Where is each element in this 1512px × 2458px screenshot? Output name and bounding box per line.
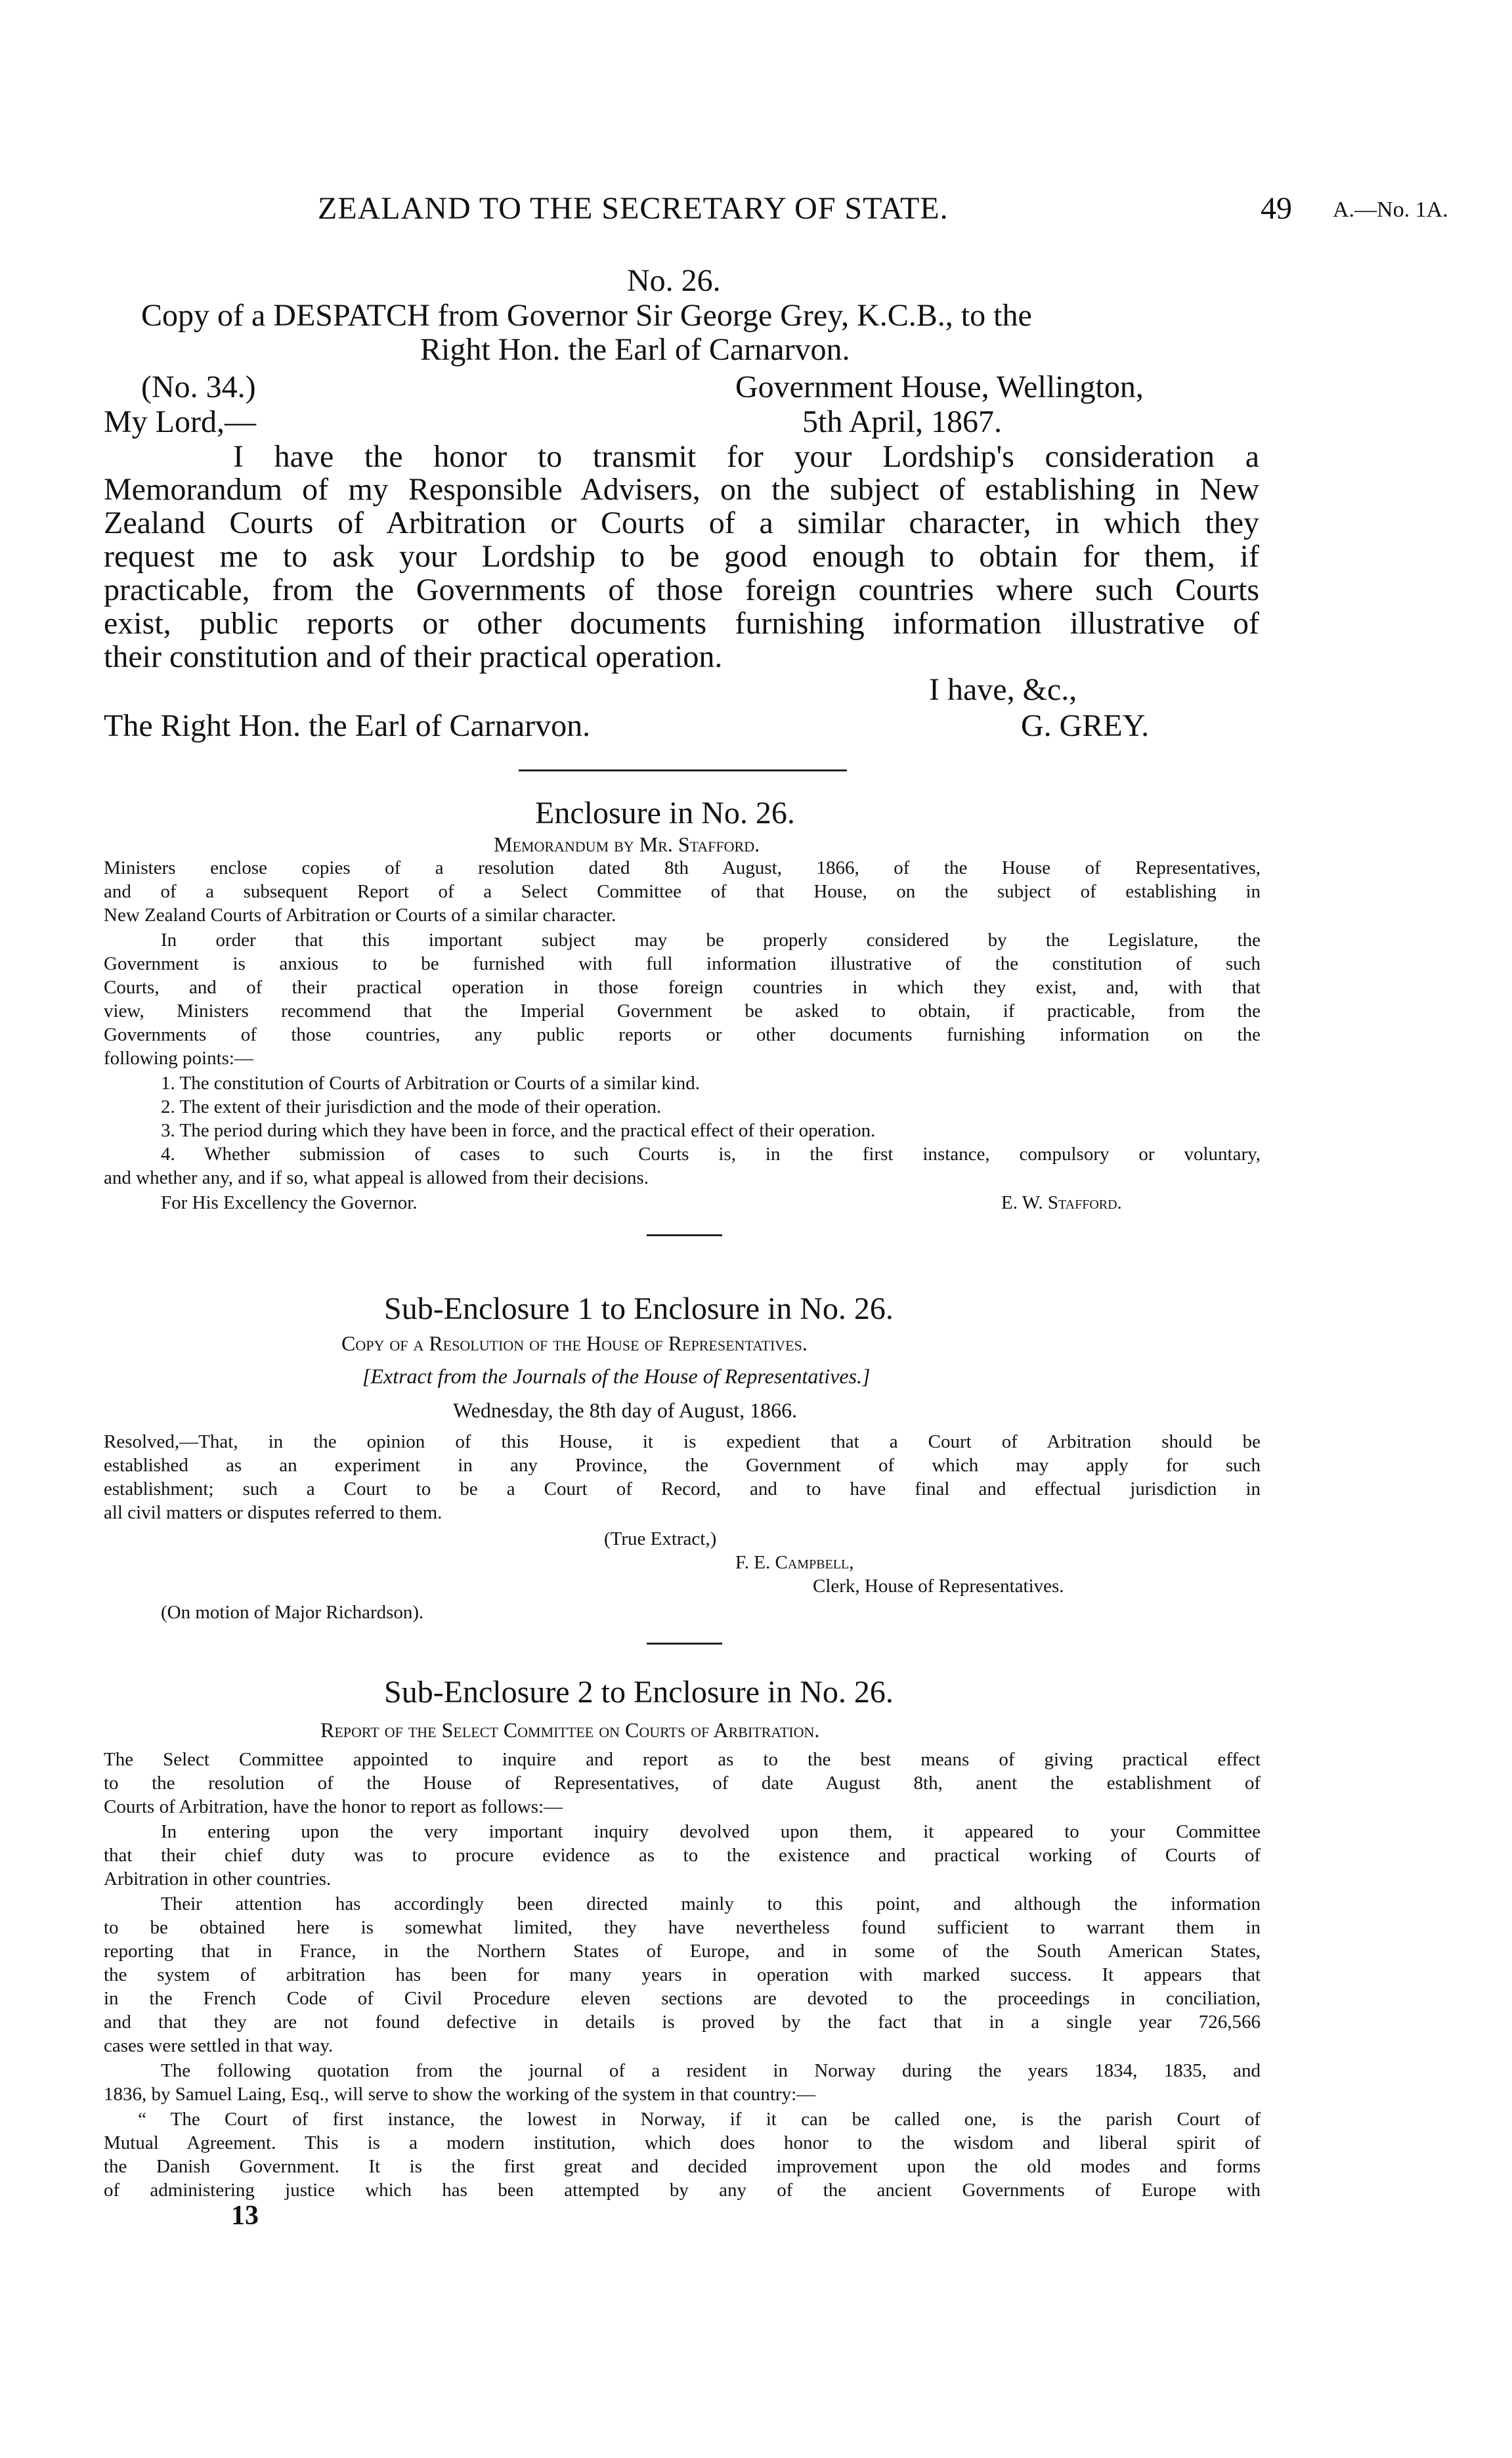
report-body-line: In entering upon the very important inquiry devolved upon them, it appeared to your Committee [161, 1821, 1261, 1842]
sub-enclosure-2-subtitle: Report of the Select Committee on Courts of Arbitration. [320, 1718, 820, 1742]
despatch-signature: G. GREY. [1021, 708, 1150, 743]
despatch-place: Government House, Wellington, [735, 370, 1144, 404]
despatch-number: No. 26. [627, 263, 721, 298]
despatch-body-line: practicable, from the Governments of those foreign countries where such Courts [104, 572, 1259, 607]
resolution-body-line: established as an experiment in any Province, the Government of which may apply for such [104, 1455, 1261, 1476]
despatch-heading: Copy of a DESPATCH from Governor Sir George Grey, K.C.B., to the [141, 298, 1032, 333]
report-body-line: cases were settled in that way. [104, 2035, 334, 2056]
enclosure-list-item: 1. The constitution of Courts of Arbitration or Courts of a similar kind. [161, 1073, 701, 1094]
enclosure-title: Enclosure in No. 26. [535, 796, 795, 830]
despatch-body-line: request me to ask your Lordship to be good enough to obtain for them, if [104, 539, 1259, 574]
report-quote-line: “ The Court of first instance, the lowest in Norway, if it can be called one, is the parish Court of [138, 2109, 1261, 2130]
enclosure-list-item: 2. The extent of their jurisdiction and the mode of their operation. [161, 1096, 662, 1117]
report-body-line: and that they are not found defective in details is proved by the fact that in a single year 726,566 [104, 2012, 1261, 2033]
despatch-heading-recipient: Right Hon. the Earl of Carnarvon. [420, 332, 850, 367]
despatch-body-line: I have the honor to transmit for your Lordship's consideration a [233, 439, 1259, 474]
enclosure-body-line: Courts, and of their practical operation in those foreign countries in which they exist, and, with that [104, 977, 1261, 998]
report-body-line: that their chief duty was to procure evidence as to the existence and practical working of Courts of [104, 1845, 1261, 1866]
resolution-signer: F. E. Campbell, [735, 1552, 854, 1573]
report-body-line: The Select Committee appointed to inquire and report as to the best means of giving practical effect [104, 1749, 1261, 1770]
page-number: 49 [1261, 191, 1292, 226]
resolution-motion: (On motion of Major Richardson). [161, 1602, 424, 1623]
report-body-line: Arbitration in other countries. [104, 1868, 332, 1889]
true-extract-label: (True Extract,) [604, 1528, 717, 1549]
section-divider [647, 1643, 722, 1645]
sub-enclosure-1-title: Sub-Enclosure 1 to Enclosure in No. 26. [384, 1291, 894, 1326]
sub-enclosure-1-date: Wednesday, the 8th day of August, 1866. [453, 1398, 798, 1422]
despatch-ref: (No. 34.) [141, 370, 256, 404]
enclosure-body-line: In order that this important subject may be properly considered by the Legislature, the [161, 930, 1261, 951]
enclosure-for-line: For His Excellency the Governor. [161, 1192, 418, 1213]
enclosure-body-line: Ministers enclose copies of a resolution dated 8th August, 1866, of the House of Representatives, [104, 857, 1261, 878]
report-body-line: 1836, by Samuel Laing, Esq., will serve to show the working of the system in that country:— [104, 2084, 816, 2105]
despatch-body-line: Memorandum of my Responsible Advisers, on the subject of establishing in New [104, 472, 1259, 507]
sub-enclosure-1-extract: [Extract from the Journals of the House of Representatives.] [362, 1364, 871, 1388]
report-body-line: the system of arbitration has been for many years in operation with marked success. It appears that [104, 1964, 1261, 1985]
enclosure-body-line: following points:— [104, 1048, 253, 1069]
despatch-date: 5th April, 1867. [802, 404, 1003, 439]
enclosure-subtitle: Memorandum by Mr. Stafford. [494, 832, 760, 856]
enclosure-signature: E. W. Stafford. [1001, 1192, 1122, 1213]
section-divider [647, 1234, 722, 1236]
report-quote-line: the Danish Government. It is the first great and decided improvement upon the old modes and forms [104, 2156, 1261, 2177]
resolution-signer-title: Clerk, House of Representatives. [813, 1576, 1064, 1597]
report-quote-line: of administering justice which has been attempted by any of the ancient Governments of Europe with [104, 2180, 1261, 2201]
report-body-line: The following quotation from the journal of a resident in Norway during the years 1834, 1835, and [161, 2060, 1261, 2081]
report-body-line: to be obtained here is somewhat limited, they have nevertheless found sufficient to warrant them in [104, 1917, 1261, 1938]
despatch-body-line: their constitution and of their practical operation. [104, 639, 723, 674]
resolution-body-line: all civil matters or disputes referred to them. [104, 1502, 443, 1523]
despatch-closing: I have, &c., [929, 672, 1077, 707]
enclosure-body-line: view, Ministers recommend that the Imperial Government be asked to obtain, if practicable, from the [104, 1001, 1261, 1022]
running-title: ZEALAND TO THE SECRETARY OF STATE. [318, 191, 949, 226]
report-body-line: Courts of Arbitration, have the honor to report as follows:— [104, 1796, 563, 1817]
sub-enclosure-1-subtitle: Copy of a Resolution of the House of Representatives. [341, 1331, 808, 1355]
despatch-addressee: The Right Hon. the Earl of Carnarvon. [104, 708, 591, 743]
enclosure-body-line: New Zealand Courts of Arbitration or Courts of a similar character. [104, 905, 616, 926]
enclosure-list-item: 3. The period during which they have been in force, and the practical effect of their operation. [161, 1120, 876, 1141]
despatch-salutation: My Lord,— [104, 404, 256, 439]
report-body-line: reporting that in France, in the Northern States of Europe, and in some of the South American States, [104, 1941, 1261, 1962]
resolution-body-line: Resolved,—That, in the opinion of this House, it is expedient that a Court of Arbitration should be [104, 1431, 1261, 1452]
enclosure-body-line: Government is anxious to be furnished with full information illustrative of the constitution of such [104, 953, 1261, 974]
report-quote-line: Mutual Agreement. This is a modern institution, which does honor to the wisdom and liberal spirit of [104, 2132, 1261, 2153]
sub-enclosure-2-title: Sub-Enclosure 2 to Enclosure in No. 26. [384, 1675, 894, 1710]
despatch-body-line: exist, public reports or other documents furnishing information illustrative of [104, 606, 1259, 641]
paper-reference: A.—No. 1A. [1333, 198, 1448, 222]
enclosure-body-line: and whether any, and if so, what appeal is allowed from their decisions. [104, 1167, 649, 1188]
report-body-line: Their attention has accordingly been directed mainly to this point, and although the information [161, 1893, 1261, 1914]
signature-mark: 13 [231, 2201, 259, 2231]
resolution-body-line: establishment; such a Court to be a Court of Record, and to have final and effectual jurisdiction in [104, 1478, 1261, 1499]
despatch-body-line: Zealand Courts of Arbitration or Courts of a similar character, in which they [104, 506, 1259, 540]
enclosure-body-line: Governments of those countries, any public reports or other documents furnishing information on the [104, 1024, 1261, 1045]
report-body-line: in the French Code of Civil Procedure eleven sections are devoted to the proceedings in conciliation, [104, 1988, 1261, 2009]
enclosure-list-item: 4. Whether submission of cases to such Courts is, in the first instance, compulsory or voluntary, [161, 1144, 1261, 1165]
report-body-line: to the resolution of the House of Representatives, of date August 8th, anent the establishment of [104, 1773, 1261, 1794]
section-divider [519, 769, 847, 771]
enclosure-body-line: and of a subsequent Report of a Select Committee of that House, on the subject of establishing in [104, 881, 1261, 902]
